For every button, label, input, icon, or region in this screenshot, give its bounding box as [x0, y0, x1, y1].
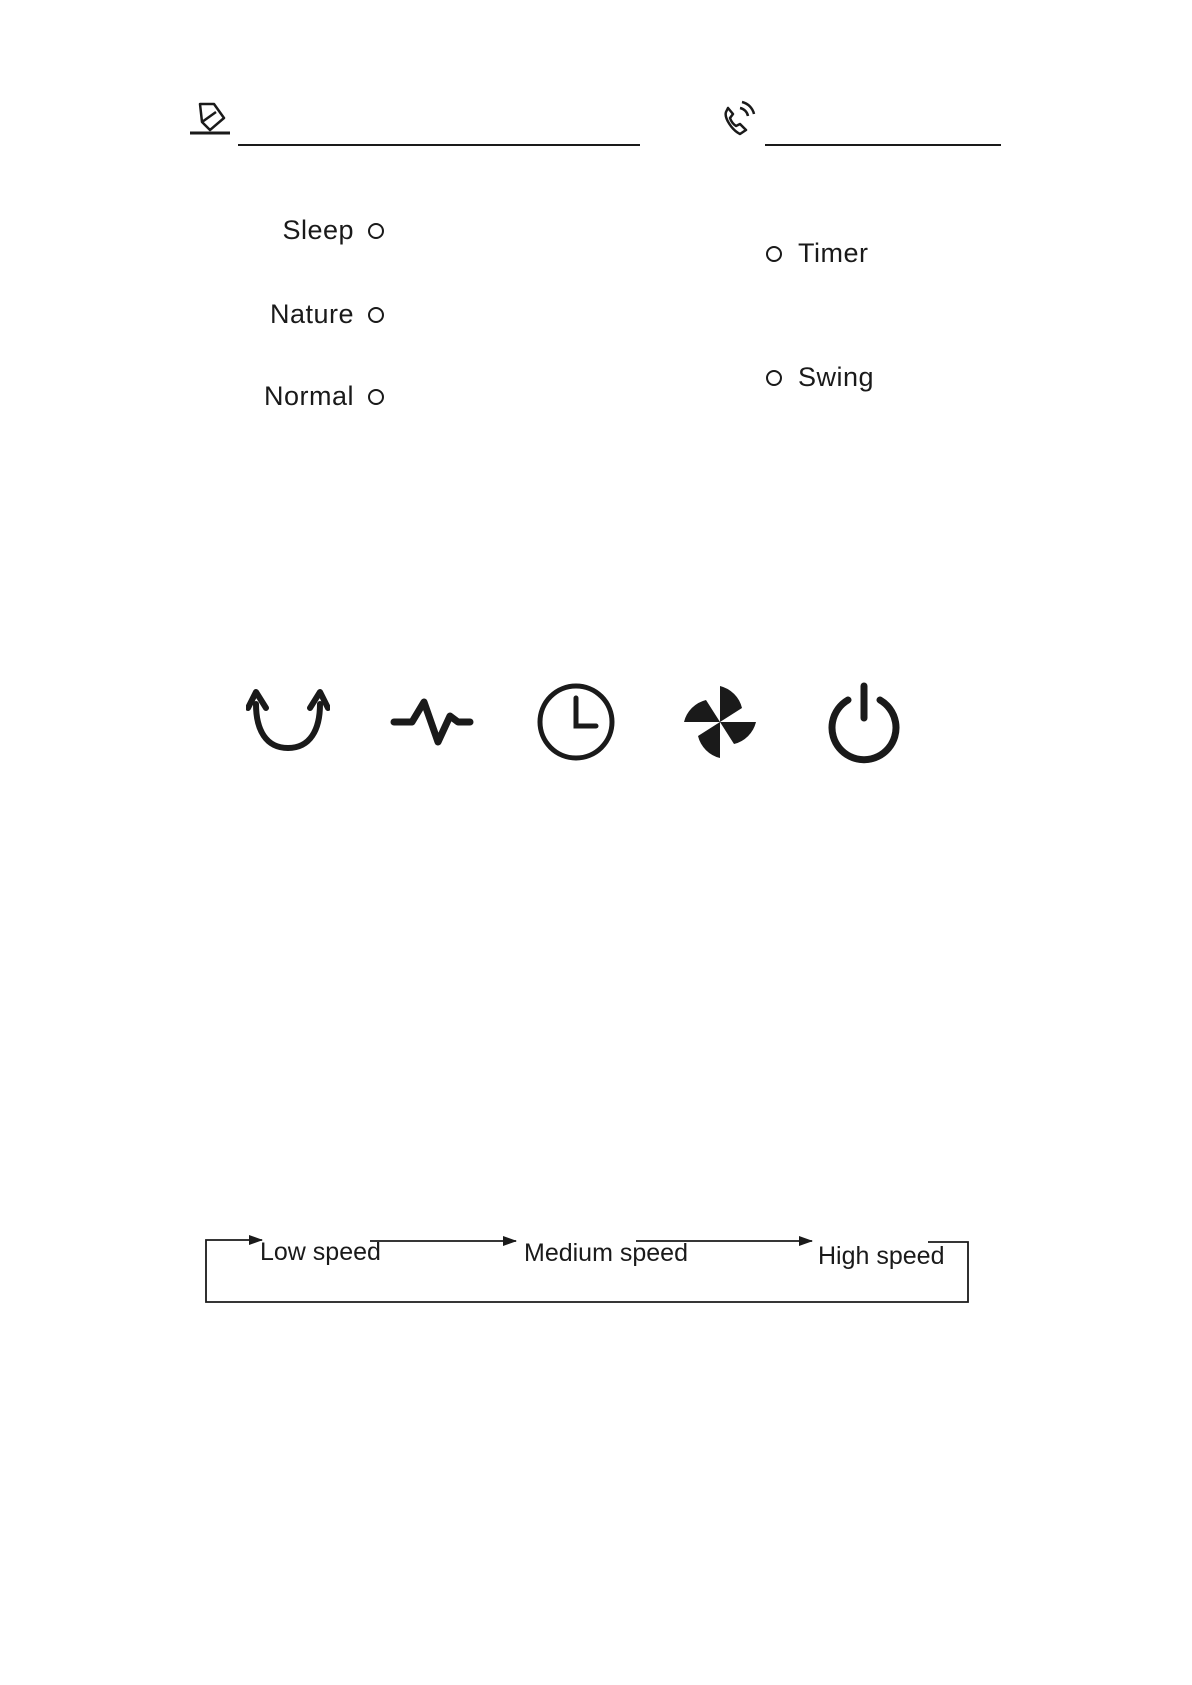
- function-label-swing: Swing: [798, 362, 875, 392]
- speed-step-low: Low speed: [260, 1238, 381, 1266]
- function-label-timer: Timer: [798, 238, 869, 268]
- speed-step-high: High speed: [818, 1242, 945, 1270]
- mode-label-nature: Nature: [269, 299, 354, 329]
- mode-label-sleep: Sleep: [282, 215, 354, 245]
- mode-label-normal: Normal: [263, 381, 354, 411]
- speed-step-medium: Medium speed: [524, 1239, 688, 1267]
